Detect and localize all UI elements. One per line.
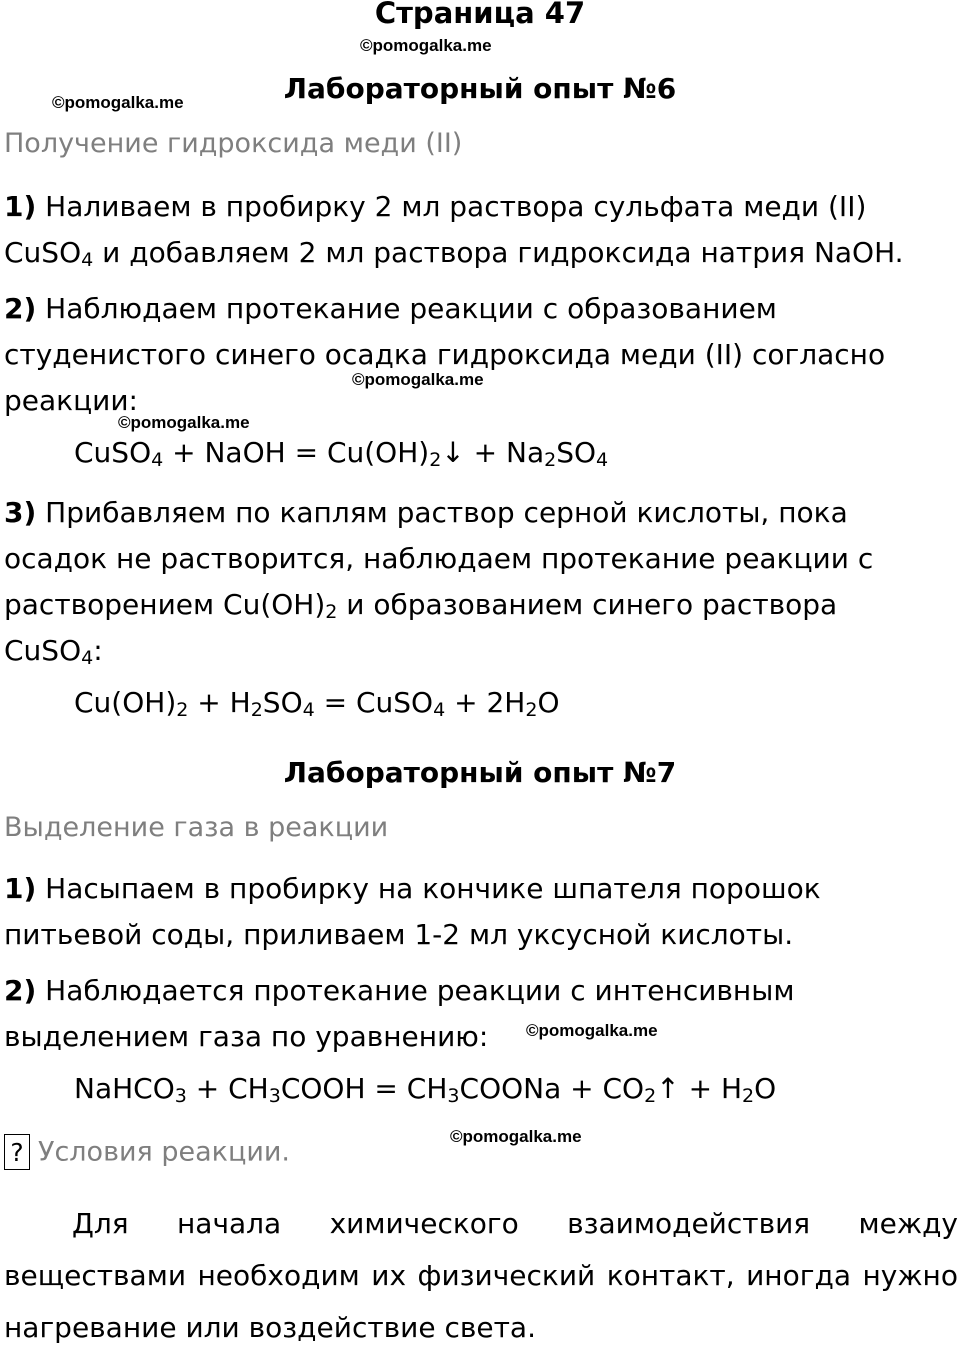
step-text: Наблюдается протекание реакции с интенсивным	[36, 974, 795, 1007]
eq-subscript: 3	[268, 1085, 281, 1108]
eq-subscript: 4	[302, 699, 315, 722]
step-text: Прибавляем по каплям раствор серной кислоты, пока	[36, 496, 848, 529]
eq-subscript: 3	[174, 1085, 187, 1108]
formula-subscript: 4	[81, 249, 94, 272]
equation-2	[74, 686, 560, 722]
watermark: ©pomogalka.me	[526, 1021, 658, 1040]
eq-subscript: 4	[151, 449, 164, 472]
page-title: Страница 47	[374, 0, 586, 30]
step-number: 2)	[4, 974, 37, 1007]
exp7-step2	[4, 968, 794, 1060]
eq-part: COOH = CH	[280, 1072, 448, 1105]
step-number: 1)	[4, 872, 37, 905]
eq-subscript: 4	[596, 449, 609, 472]
exp7-subtitle: Выделение газа в реакции	[4, 812, 389, 843]
exp7-step1	[4, 866, 821, 958]
question-text: Условия реакции.	[38, 1136, 291, 1168]
step-text: питьевой соды, приливаем 1-2 мл уксусной кислоты.	[4, 918, 794, 951]
step-text: студенистого синего осадка гидроксида меди (II) согласно	[4, 338, 886, 371]
step-number: 3)	[4, 496, 37, 529]
watermark: ©pomogalka.me	[52, 93, 184, 112]
question-row	[4, 1134, 290, 1170]
exp6-heading: Лабораторный опыт №6	[283, 72, 677, 105]
exp6-step3	[4, 490, 873, 674]
eq-subscript: 2	[429, 449, 442, 472]
eq-part: + CH	[186, 1072, 269, 1105]
step-text: Наблюдаем протекание реакции с образованием	[36, 292, 777, 325]
eq-part: + H	[188, 686, 251, 719]
question-box-icon: ?	[4, 1134, 30, 1170]
eq-part: SO	[556, 436, 597, 469]
step-text: Насыпаем в пробирку на кончике шпателя порошок	[36, 872, 821, 905]
eq-subscript: 2	[176, 699, 189, 722]
watermark: ©pomogalka.me	[360, 36, 492, 55]
eq-part: Cu(OH)	[74, 686, 177, 719]
eq-subscript: 2	[525, 699, 538, 722]
formula-subscript: 2	[325, 601, 338, 624]
step-text: выделением газа по уравнению:	[4, 1020, 489, 1053]
eq-subscript: 2	[544, 449, 557, 472]
formula-subscript: 4	[81, 647, 94, 670]
eq-part: = CuSO	[314, 686, 434, 719]
watermark: ©pomogalka.me	[450, 1127, 582, 1146]
eq-subscript: 2	[644, 1085, 657, 1108]
eq-part: ↓ + Na	[441, 436, 545, 469]
eq-subscript: 4	[433, 699, 446, 722]
eq-subscript: 2	[742, 1085, 755, 1108]
step-text: осадок не растворится, наблюдаем протекание реакции с	[4, 542, 874, 575]
exp7-heading: Лабораторный опыт №7	[283, 756, 677, 789]
exp6-step1	[4, 184, 904, 276]
exp6-step2	[4, 286, 885, 424]
step-text: :	[93, 634, 103, 667]
formula-text: CuSO	[4, 236, 82, 269]
step-number: 2)	[4, 292, 37, 325]
watermark: ©pomogalka.me	[352, 370, 484, 389]
exp6-subtitle: Получение гидроксида меди (II)	[4, 128, 463, 159]
eq-part: O	[537, 686, 560, 719]
equation-1	[74, 436, 609, 472]
eq-part: + 2H	[445, 686, 526, 719]
formula-text: CuSO	[4, 634, 82, 667]
step-text: Наливаем в пробирку 2 мл раствора сульфата меди (II)	[36, 190, 867, 223]
eq-part: COONa + CO	[459, 1072, 645, 1105]
step-number: 1)	[4, 190, 37, 223]
eq-part: SO	[262, 686, 303, 719]
eq-part: + NaOH = Cu(OH)	[163, 436, 430, 469]
watermark: ©pomogalka.me	[118, 413, 250, 432]
equation-3	[74, 1072, 777, 1108]
step-text: реакции:	[4, 384, 138, 417]
eq-part: ↑ + H	[656, 1072, 742, 1105]
step-text: и добавляем 2 мл раствора гидроксида натрия NaOH.	[93, 236, 904, 269]
answer-paragraph: Для начала химического взаимодействия между веществами необходим их физический контакт, иногда нужно нагревание или воздействие света.	[4, 1207, 958, 1344]
eq-part: NaHCO	[74, 1072, 175, 1105]
step-text: и образованием синего раствора	[337, 588, 838, 621]
eq-subscript: 2	[250, 699, 263, 722]
step-text: растворением Cu(OH)	[4, 588, 326, 621]
eq-part: O	[754, 1072, 777, 1105]
eq-subscript: 3	[447, 1085, 460, 1108]
eq-part: CuSO	[74, 436, 152, 469]
